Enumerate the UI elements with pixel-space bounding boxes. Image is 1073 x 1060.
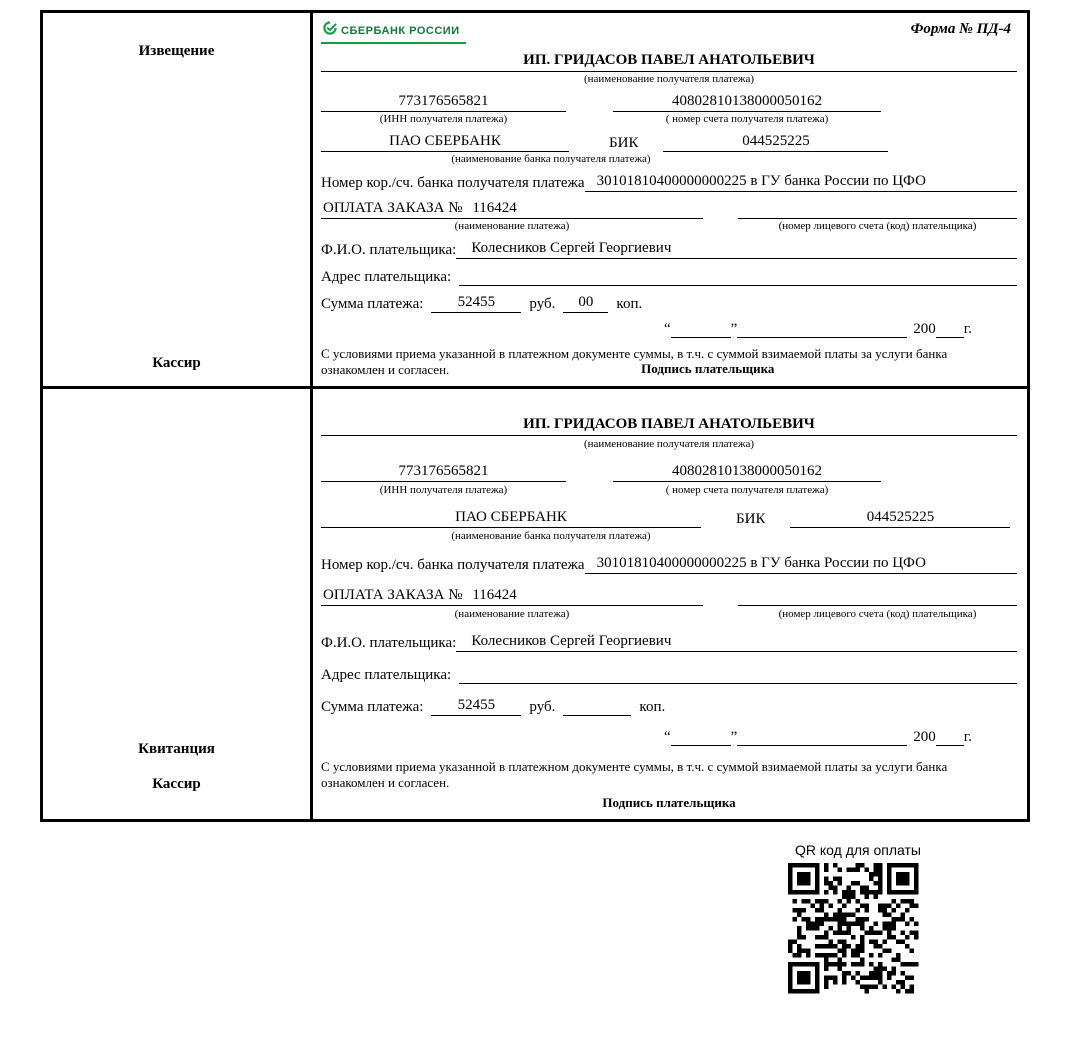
date-year-prefix: 200 bbox=[913, 321, 936, 337]
kop-label: коп. bbox=[616, 296, 643, 312]
date-year-prefix-2: 200 bbox=[913, 729, 936, 745]
payment-row bbox=[321, 200, 1017, 219]
account-value: 40802810138000050162 bbox=[613, 93, 881, 112]
payer-address-label-2: Адрес плательщика: bbox=[321, 667, 452, 683]
payment-caption-2: (наименование платежа) bbox=[454, 608, 570, 620]
payment-caption: (наименование платежа) bbox=[454, 220, 570, 232]
notice-stub-title: Извещение bbox=[138, 43, 215, 59]
payer-name-row bbox=[321, 240, 1017, 259]
payer-code-caption: (номер лицевого счета (код) плательщика) bbox=[778, 220, 977, 232]
payment-caption-row bbox=[321, 220, 1017, 232]
bik-value: 044525225 bbox=[663, 133, 888, 152]
account-value-2: 40802810138000050162 bbox=[613, 463, 881, 482]
inn-value-2: 773176565821 bbox=[321, 463, 566, 482]
payer-name-row-2 bbox=[321, 633, 1017, 652]
inn-caption-2: (ИНН получателя платежа) bbox=[379, 484, 508, 496]
amount-rub-value-2: 52455 bbox=[431, 697, 521, 716]
notice-stub bbox=[43, 13, 313, 386]
payer-address-label: Адрес плательщика: bbox=[321, 269, 452, 285]
payer-code-blank bbox=[738, 200, 1017, 219]
bank-row-2 bbox=[321, 509, 1017, 528]
inn-account-row bbox=[321, 93, 1017, 112]
corr-value-2: 30101810400000000225 в ГУ банка России по ЦФО bbox=[585, 555, 1017, 574]
notice-cashier-label: Кассир bbox=[152, 355, 201, 371]
receipt-stub bbox=[43, 389, 313, 819]
inn-caption: (ИНН получателя платежа) bbox=[379, 113, 508, 125]
account-caption-2: ( номер счета получателя платежа) bbox=[665, 484, 829, 496]
inn-value: 773176565821 bbox=[321, 93, 566, 112]
bank-caption-row-2 bbox=[321, 530, 1017, 542]
corr-label-2: Номер кор./сч. банка получателя платежа bbox=[321, 557, 585, 573]
bik-label: БИК bbox=[609, 135, 639, 151]
notice-body bbox=[313, 13, 1027, 386]
recipient-caption: (наименование получателя платежа) bbox=[583, 73, 755, 85]
receipt-stub-title: Квитанция bbox=[138, 741, 215, 757]
sum-label-2: Сумма платежа: bbox=[321, 699, 424, 715]
bik-value-2: 044525225 bbox=[790, 509, 1010, 528]
bank-caption-2: (наименование банка получателя платежа) bbox=[451, 530, 651, 542]
notice-section bbox=[40, 10, 1030, 389]
corr-row-2 bbox=[321, 555, 1017, 574]
agreement-text: С условиями приема указанной в платежном документе суммы, в т.ч. с суммой взимаемой платы за услуги банка ознакомлен и согласен. bbox=[321, 346, 948, 377]
qr-caption: QR код для оплаты bbox=[794, 842, 921, 858]
receipt-section bbox=[40, 389, 1030, 822]
notice-header-row bbox=[321, 21, 1017, 44]
recipient-caption-2: (наименование получателя платежа) bbox=[583, 438, 755, 450]
date-day-blank-2 bbox=[671, 729, 731, 746]
agreement-block-2 bbox=[321, 759, 1017, 811]
amount-kop-value: 00 bbox=[563, 294, 608, 313]
receipt-cashier-label: Кассир bbox=[152, 776, 201, 792]
bik-label-2: БИК bbox=[736, 511, 766, 527]
sberbank-logo-text: СБЕРБАНК РОССИИ bbox=[341, 24, 460, 37]
form-number: Форма № ПД-4 bbox=[910, 21, 1011, 37]
payment-row-2 bbox=[321, 587, 1017, 606]
payment-form-pd4 bbox=[40, 10, 1030, 822]
recipient-caption-row-2 bbox=[321, 438, 1017, 450]
bank-caption-row bbox=[321, 153, 1017, 165]
sberbank-logo-icon bbox=[323, 21, 337, 40]
bank-name-value: ПАО СБЕРБАНК bbox=[321, 133, 569, 152]
payer-name-label: Ф.И.О. плательщика: bbox=[321, 242, 457, 258]
inn-account-caption-row bbox=[321, 113, 1017, 125]
inn-account-caption-row-2 bbox=[321, 484, 1017, 496]
amount-kop-value-2 bbox=[563, 697, 631, 716]
sum-label: Сумма платежа: bbox=[321, 296, 424, 312]
date-quote-open: “ bbox=[663, 321, 671, 337]
corr-row bbox=[321, 173, 1017, 192]
qr-block bbox=[788, 842, 928, 994]
payment-purpose-line-2 bbox=[321, 587, 703, 606]
payer-address-row bbox=[321, 267, 1017, 286]
payer-address-value bbox=[459, 267, 1017, 286]
date-month-blank bbox=[737, 321, 907, 338]
recipient-name: ИП. ГРИДАСОВ ПАВЕЛ АНАТОЛЬЕВИЧ bbox=[321, 52, 1017, 72]
signature-label: Подпись плательщика bbox=[641, 361, 775, 376]
sum-row bbox=[321, 294, 1017, 313]
payer-address-value-2 bbox=[459, 665, 1017, 684]
rub-label: руб. bbox=[529, 296, 556, 312]
recipient-caption-row bbox=[321, 73, 1017, 85]
bank-caption: (наименование банка получателя платежа) bbox=[451, 153, 651, 165]
payment-purpose-line bbox=[321, 200, 703, 219]
date-year-blank-2 bbox=[936, 729, 964, 746]
payment-purpose-2: ОПЛАТА ЗАКАЗА № bbox=[323, 587, 463, 603]
payer-code-caption-2: (номер лицевого счета (код) плательщика) bbox=[778, 608, 977, 620]
signature-label-2: Подпись плательщика bbox=[602, 795, 736, 810]
payment-purpose: ОПЛАТА ЗАКАЗА № bbox=[323, 200, 463, 216]
date-quote-open-2: “ bbox=[663, 729, 671, 745]
payer-name-value: Колесников Сергей Георгиевич bbox=[456, 240, 1017, 259]
corr-value: 30101810400000000225 в ГУ банка России по ЦФО bbox=[585, 173, 1017, 192]
order-number: 116424 bbox=[472, 200, 517, 216]
payer-code-blank-2 bbox=[738, 587, 1017, 606]
date-month-blank-2 bbox=[737, 729, 907, 746]
inn-account-row-2 bbox=[321, 463, 1017, 482]
date-year-suffix-2: г. bbox=[963, 729, 972, 745]
agreement-block bbox=[321, 346, 1017, 378]
payer-address-row-2 bbox=[321, 665, 1017, 684]
receipt-body bbox=[313, 389, 1027, 819]
date-row-2 bbox=[321, 729, 1017, 746]
qr-code bbox=[788, 863, 919, 994]
order-number-2: 116424 bbox=[472, 587, 517, 603]
recipient-name-2: ИП. ГРИДАСОВ ПАВЕЛ АНАТОЛЬЕВИЧ bbox=[321, 416, 1017, 436]
date-year-blank bbox=[936, 321, 964, 338]
sberbank-logo bbox=[321, 21, 466, 44]
bank-row bbox=[321, 133, 1017, 152]
date-year-suffix: г. bbox=[963, 321, 972, 337]
account-caption: ( номер счета получателя платежа) bbox=[665, 113, 829, 125]
rub-label-2: руб. bbox=[529, 699, 556, 715]
amount-rub-value: 52455 bbox=[431, 294, 521, 313]
sum-row-2 bbox=[321, 697, 1017, 716]
payer-name-value-2: Колесников Сергей Георгиевич bbox=[456, 633, 1017, 652]
bank-name-value-2: ПАО СБЕРБАНК bbox=[321, 509, 701, 528]
payment-caption-row-2 bbox=[321, 608, 1017, 620]
date-quote-close: ” bbox=[730, 321, 738, 337]
payer-name-label-2: Ф.И.О. плательщика: bbox=[321, 635, 457, 651]
corr-label: Номер кор./сч. банка получателя платежа bbox=[321, 175, 585, 191]
agreement-text-2: С условиями приема указанной в платежном документе суммы, в т.ч. с суммой взимаемой платы за услуги банка ознакомлен и согласен. bbox=[321, 759, 948, 790]
date-row bbox=[321, 321, 1017, 338]
date-quote-close-2: ” bbox=[730, 729, 738, 745]
date-day-blank bbox=[671, 321, 731, 338]
kop-label-2: коп. bbox=[639, 699, 666, 715]
